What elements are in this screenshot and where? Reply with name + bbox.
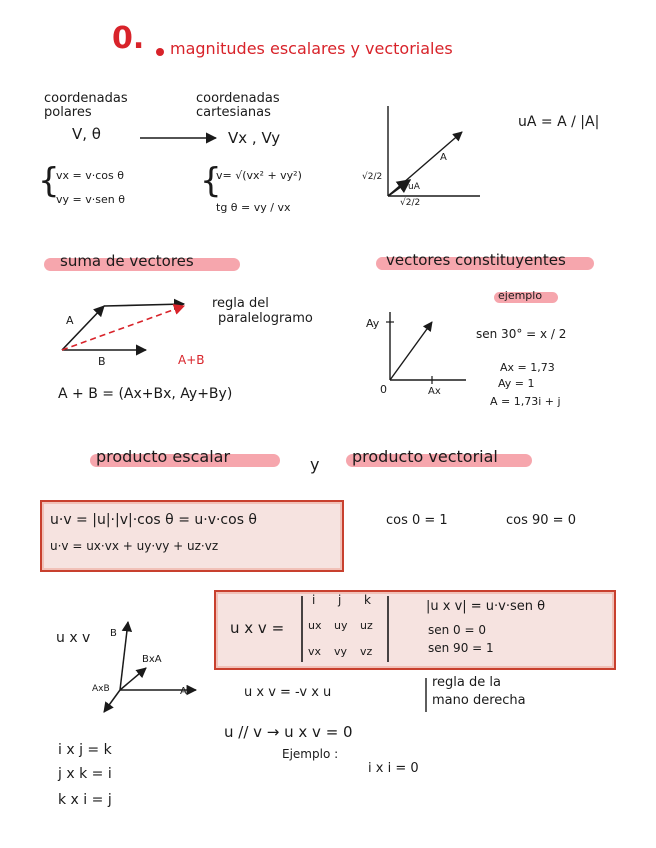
det-row3-vz: vz bbox=[360, 645, 373, 658]
suma-arrow-a bbox=[62, 306, 104, 350]
cross-label: u x v bbox=[56, 630, 91, 646]
det-row2-uz: uz bbox=[360, 619, 373, 632]
det-row3-vy: vy bbox=[334, 645, 348, 658]
page-title: magnitudes escalares y vectoriales bbox=[170, 39, 453, 58]
brace-cart: { bbox=[200, 161, 222, 201]
tick-y-label: √2/2 bbox=[362, 172, 383, 182]
det-row2-ux: ux bbox=[308, 619, 322, 632]
suma-rule-1: regla del bbox=[212, 296, 269, 311]
const-vector bbox=[390, 322, 432, 380]
polar-vars: V, θ bbox=[72, 125, 101, 143]
unit-graph-unit-vector bbox=[388, 180, 410, 196]
eq-v: v= √(vx² + vy²) bbox=[216, 169, 302, 182]
unit-product-3: k x i = j bbox=[58, 792, 112, 808]
y-conjunction: y bbox=[310, 455, 320, 474]
det-row1-j: j bbox=[338, 593, 342, 607]
brace-polar: { bbox=[38, 161, 60, 201]
cross-axis-bxa bbox=[120, 668, 146, 690]
suma-arrow-top bbox=[104, 304, 184, 306]
unit-product-2: j x k = i bbox=[58, 766, 112, 782]
axis-ax-label: Ax bbox=[428, 386, 441, 397]
axis-ay-label: Ay bbox=[366, 317, 380, 330]
ax-value: Ax = 1,73 bbox=[500, 361, 555, 374]
ay-value: Ay = 1 bbox=[498, 377, 535, 390]
parallel-statement: u // v → u x v = 0 bbox=[224, 723, 353, 741]
parallel-ejemplo: Ejemplo : bbox=[282, 747, 339, 761]
unit-vec-label: A bbox=[440, 152, 447, 163]
cos-0: cos 0 = 1 bbox=[386, 513, 448, 528]
section-number: 0. bbox=[112, 21, 145, 56]
header-dot bbox=[156, 48, 164, 56]
origin-label: 0 bbox=[380, 383, 387, 396]
cross-axb-label: AxB bbox=[92, 684, 110, 694]
constituyentes-title: vectores constituyentes bbox=[386, 251, 566, 269]
suma-vec-b: B bbox=[98, 355, 106, 368]
eq-vx: vx = v·cos θ bbox=[56, 169, 124, 182]
sen-0: sen 0 = 0 bbox=[428, 623, 487, 637]
producto-vectorial: producto vectorial bbox=[352, 447, 498, 466]
cos-90: cos 90 = 0 bbox=[506, 513, 576, 528]
ejemplo-label: ejemplo bbox=[498, 289, 543, 302]
cross-axis-up bbox=[120, 622, 128, 690]
suma-sum-label: A+B bbox=[178, 353, 205, 367]
cross-bxa-label: BxA bbox=[142, 654, 162, 665]
unit-label: uA bbox=[408, 182, 420, 192]
det-row1-i: i bbox=[312, 593, 316, 607]
a-value: A = 1,73i + j bbox=[490, 395, 561, 408]
sen-90: sen 90 = 1 bbox=[428, 641, 494, 655]
polar-label-1: coordenadas bbox=[44, 91, 128, 106]
cross-a-label: A bbox=[180, 686, 187, 697]
eq-vy: vy = v·sen θ bbox=[56, 193, 125, 206]
eq-tg: tg θ = vy / vx bbox=[216, 201, 291, 214]
escalar-line-2: u·v = ux·vx + uy·vy + uz·vz bbox=[50, 539, 219, 553]
escalar-line-1: u·v = |u|·|v|·cos θ = u·v·cos θ bbox=[50, 512, 257, 528]
unit-graph-vector-a bbox=[388, 132, 462, 196]
suma-vec-a: A bbox=[66, 314, 74, 327]
cart-label-2: cartesianas bbox=[196, 105, 271, 120]
suma-arrow-sum bbox=[62, 306, 184, 350]
suma-formula: A + B = (Ax+Bx, Ay+By) bbox=[58, 386, 233, 402]
parallel-example: i x i = 0 bbox=[368, 761, 419, 776]
unit-formula: uA = A / |A| bbox=[518, 114, 600, 130]
det-row3-vx: vx bbox=[308, 645, 322, 658]
producto-escalar: producto escalar bbox=[96, 447, 231, 466]
det-row2-uy: uy bbox=[334, 619, 348, 632]
cross-axis-down bbox=[104, 690, 120, 712]
det-row1-k: k bbox=[364, 593, 371, 607]
cross-b-label: B bbox=[110, 628, 117, 639]
sen-30: sen 30° = x / 2 bbox=[476, 327, 567, 341]
anticommutative: u x v = -v x u bbox=[244, 685, 332, 700]
cart-vars: Vx , Vy bbox=[228, 129, 281, 147]
right-hand-rule-1: regla de la bbox=[432, 675, 501, 690]
suma-title: suma de vectores bbox=[60, 252, 194, 270]
unit-product-1: i x j = k bbox=[58, 742, 112, 758]
polar-label-2: polares bbox=[44, 105, 92, 120]
vectorial-lhs: u x v = bbox=[230, 619, 285, 637]
right-hand-rule-2: mano derecha bbox=[432, 693, 526, 708]
cart-label-1: coordenadas bbox=[196, 91, 280, 106]
tick-x-label: √2/2 bbox=[400, 198, 421, 208]
cross-magnitude: |u x v| = u·v·sen θ bbox=[426, 599, 546, 614]
suma-rule-2: paralelogramo bbox=[218, 311, 313, 326]
